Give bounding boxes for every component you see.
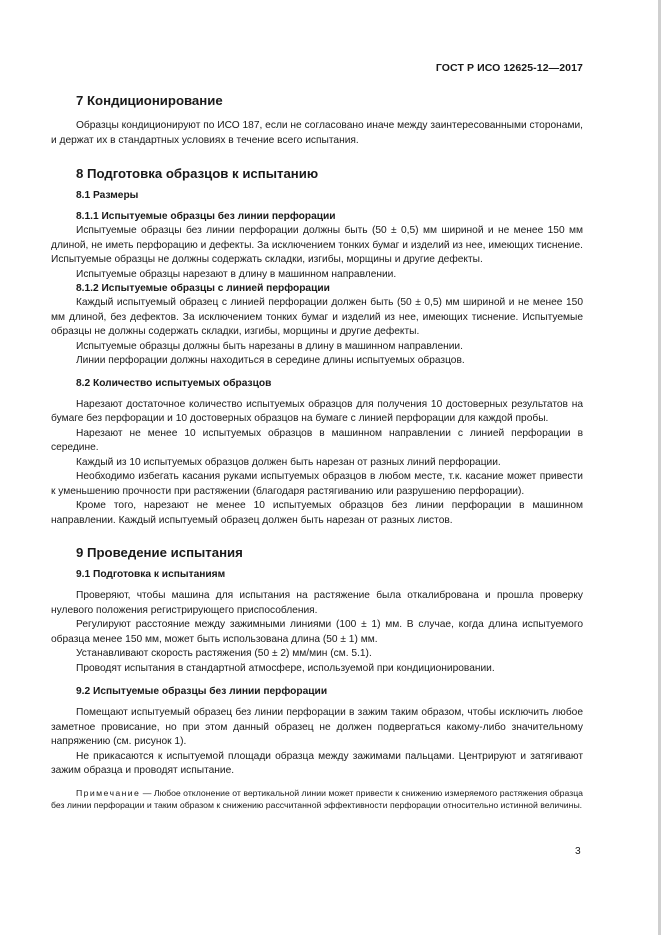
paragraph: Помещают испытуемый образец без линии перфорации в зажим таким образом, чтобы исключить любое заметное провисание, но при этом данный образец не должен подвергаться какому-либо значительному напряжению (см. рисунок 1).	[51, 707, 583, 747]
paragraph: Не прикасаются к испытуемой площади образца между зажимами пальцами. Центрируют и затягивают зажим образца и проводят испытание.	[51, 750, 583, 776]
paragraph: Проверяют, чтобы машина для испытания на растяжение была откалибрована и прошла проверку нулевого положения регистрирующего приспособления.	[51, 590, 583, 616]
page-number: 3	[575, 846, 581, 857]
paragraph: Проводят испытания в стандартной атмосфере, используемой при кондиционировании.	[76, 662, 495, 674]
paragraph: Каждый из 10 испытуемых образцов должен быть нарезан от разных линий перфорации.	[76, 456, 501, 468]
paragraph: Необходимо избегать касания руками испытуемых образцов в любом месте, т.к. касание может привести к уменьшению прочности при растяжении (благодаря растягиванию или разрушению перфорации).	[51, 471, 583, 497]
document-code: ГОСТ Р ИСО 12625-12—2017	[435, 62, 583, 74]
paragraph: Образцы кондиционируют по ИСО 187, если не согласовано иначе между заинтересованными сторонами, и держат их в стандартных условиях в течение всего испытания.	[51, 120, 583, 146]
paragraph: Устанавливают скорость растяжения (50 ± 2) мм/мин (см. 5.1).	[76, 648, 372, 659]
paragraph: Нарезают не менее 10 испытуемых образцов в машинном направлении с линией перфорации в середине.	[51, 427, 583, 453]
subsection-8-1-title: 8.1 Размеры	[76, 190, 139, 201]
section-8-title: 8 Подготовка образцов к испытанию	[76, 166, 319, 181]
subsection-9-2-title: 9.2 Испытуемые образцы без линии перфорации	[76, 686, 328, 697]
note	[51, 787, 583, 812]
paragraph: Кроме того, нарезают не менее 10 испытуемых образцов без линии перфорации в машинном направлении. Каждый испытуемый образец должен быть нарезан от разных листов.	[51, 500, 583, 526]
paragraph: Каждый испытуемый образец с линией перфорации должен быть (50 ± 0,5) мм шириной и не менее 150 мм длиной, без дефектов. За исключением тонких бумаг и изделий из нее, имеющих тиснение. Испытуемые образцы не должны содержать складки, изгибы, морщины и другие дефекты.	[51, 297, 583, 337]
note-text: — Любое отклонение от вертикальной линии может привести к снижению измеряемого растяжения образца без линии перфорации и таким образом к снижению рассчитанной эффективности перфорации относительно истинной величины.	[51, 787, 583, 810]
paragraph: Линии перфорации должны находиться в середине длины испытуемых образцов.	[76, 355, 465, 366]
subsection-8-2-title: 8.2 Количество испытуемых образцов	[76, 377, 272, 389]
note-label: Примечание	[76, 787, 141, 798]
subsection-9-1-title: 9.1 Подготовка к испытаниям	[76, 569, 226, 580]
subsection-8-1-2-title: 8.1.2 Испытуемые образцы с линией перфорации	[76, 283, 330, 294]
subsection-8-1-1-title: 8.1.1 Испытуемые образцы без линии перфорации	[76, 211, 336, 222]
paragraph: Испытуемые образцы без линии перфорации должны быть (50 ± 0,5) мм шириной и не менее 150 мм длиной, не иметь перфорацию и дефекты. За исключением тонких бумаг и изделий из нее, имеющих тиснение. Испытуемые образцы не должны содержать складки, изгибы, морщины и другие дефекты.	[51, 225, 583, 265]
section-9-title: 9 Проведение испытания	[76, 545, 243, 560]
paragraph: Испытуемые образцы нарезают в длину в машинном направлении.	[76, 268, 397, 280]
document-body	[51, 86, 583, 812]
paragraph: Испытуемые образцы должны быть нарезаны в длину в машинном направлении.	[76, 340, 463, 352]
section-7-title: 7 Кондиционирование	[76, 93, 223, 108]
paragraph: Нарезают достаточное количество испытуемых образцов для получения 10 достоверных результатов на бумаге без перфорации и 10 достоверных образцов на бумаге с линией перфорации для каждой пробы.	[51, 398, 583, 424]
paragraph: Регулируют расстояние между зажимными линиями (100 ± 1) мм. В случае, когда длина испытуемого образца менее 150 мм, может быть использована длина (50 ± 1) мм.	[51, 619, 583, 645]
